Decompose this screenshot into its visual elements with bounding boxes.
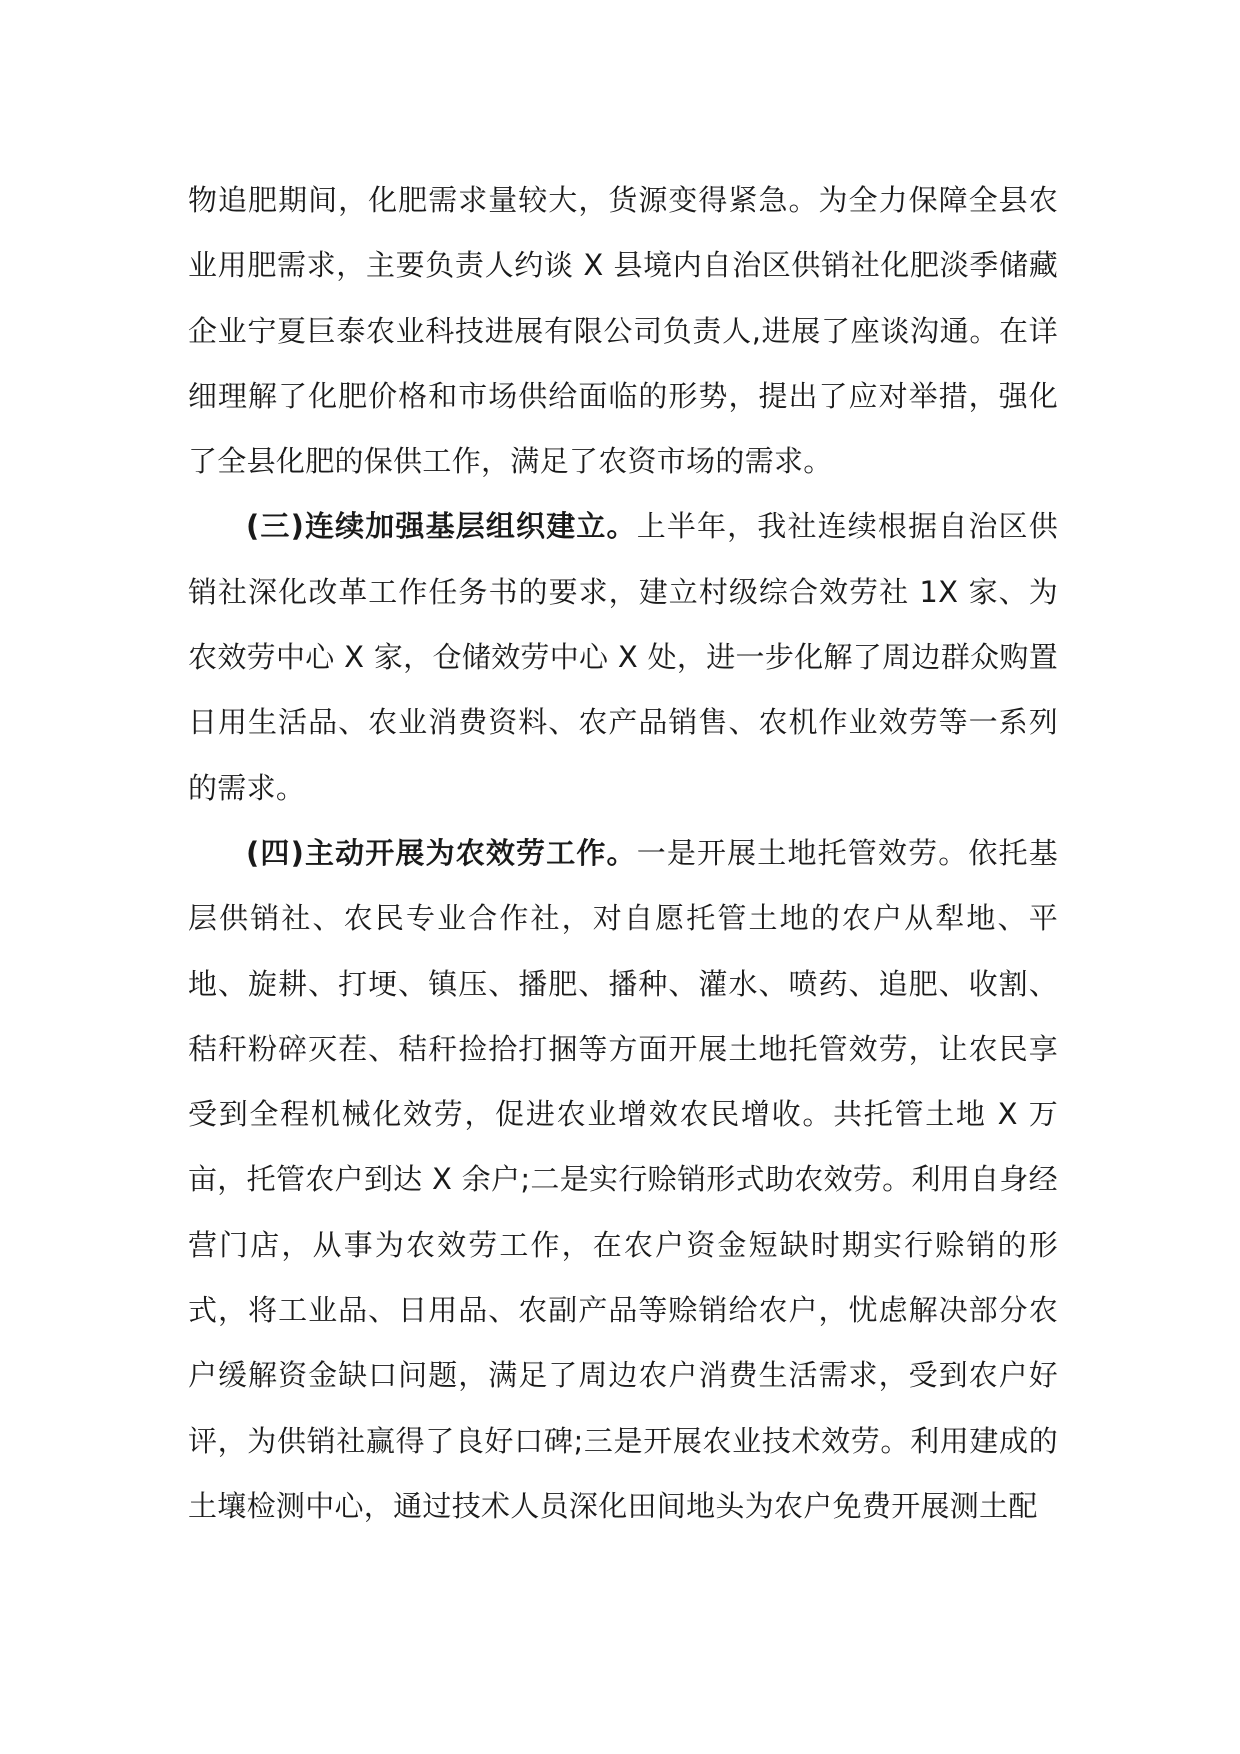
paragraph-text: 上半年，我社连续根据自治区供销社深化改革工作任务书的要求，建立村级综合效劳社 1X 家、为农效劳中心 X 家，仓储效劳中心 X 处，进一步化解了周边群众购置日用生活品、农业消费资料、农产品销售、农机作业效劳等一系列的需求。 — [188, 509, 1058, 805]
paragraph-text: 一是开展土地托管效劳。依托基层供销社、农民专业合作社，对自愿托管土地的农户从犁地、平地、旋耕、打埂、镇压、播肥、播种、灌水、喷药、追肥、收割、秸秆粉碎灭茬、秸秆捡拾打捆等方面开展土地托管效劳，让农民享受到全程机械化效劳，促进农业增效农民增收。共托管土地 X 万亩，托管农户到达 X 余户;二是实行赊销形式助农效劳。利用自身经营门店，从事为农效劳工作，在农户资金短缺时期实行赊销的形式，将工业品、日用品、农副产品等赊销给农户，忧虑解决部分农户缓解资金缺口问题，满足了周边农户消费生活需求，受到农户好评，为供销社赢得了良好口碑;三是开展农业技术效劳。利用建成的土壤检测中心，通过技术人员深化田间地头为农户免费开展测土配 — [188, 835, 1058, 1523]
section-heading-3: (三)连续加强基层组织建立。 — [246, 509, 637, 544]
paragraph-grassroots-organization — [188, 494, 1058, 820]
section-heading-4: (四)主动开展为农效劳工作。 — [246, 835, 637, 870]
paragraph-farmer-services — [188, 821, 1058, 1539]
paragraph-fertilizer-supply — [188, 168, 1058, 494]
paragraph-text: 物追肥期间，化肥需求量较大，货源变得紧急。为全力保障全县农业用肥需求，主要负责人约谈 X 县境内自治区供销社化肥淡季储藏企业宁夏巨泰农业科技进展有限公司负责人,进展了座谈沟通。在详细理解了化肥价格和市场供给面临的形势，提出了应对举措，强化了全县化肥的保供工作，满足了农资市场的需求。 — [188, 183, 1058, 479]
document-body — [188, 168, 1058, 1539]
